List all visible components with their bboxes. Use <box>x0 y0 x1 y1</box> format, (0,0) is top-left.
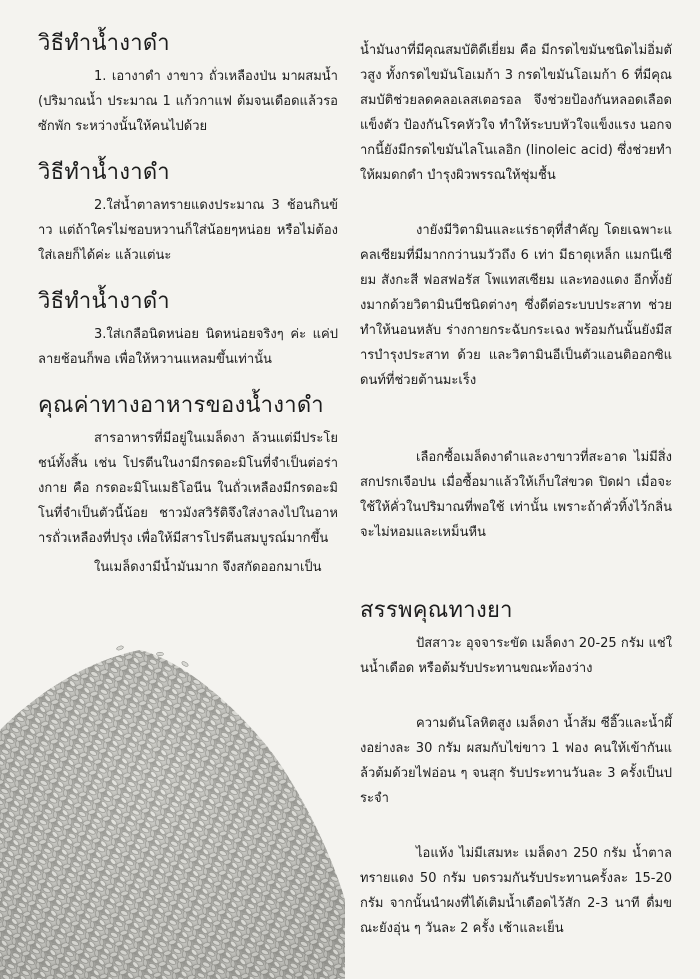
method-text-3: 3.ใส่เกลือนิดหน่อย นิดหน่อยจริงๆ ค่ะ แค่ปลายช้อนก็พอ เพื่อให้หวานแหลมขึ้นเท่านั้น <box>38 327 338 367</box>
selection-text: เลือกซื้อเมล็ดงาดำและงาขาวที่สะอาด ไม่มีสิ่งสกปรกเจือปน เมื่อซื้อมาแล้วให้เก็บใส่ขวด ปิดฝา เมื่อจะใช้ให้คั่วในปริมาณที่พอใช้ เท่านั้น เพราะถ้าคั่วทิ้งไว้กลิ่นจะไม่หอมและเหม็นหืน <box>360 450 672 540</box>
method-text-2: 2.ใส่น้ำตาลทรายแดงประมาณ 3 ช้อนกินข้าว แต่ถ้าใครไม่ชอบหวานก็ใส่น้อยๆหน่อย หรือไม่ต้องใส่เลยก็ได้ค่ะ แล้วแต่นะ <box>38 198 338 263</box>
oil-benefits-text: น้ำมันงาที่มีคุณสมบัติดีเยี่ยม คือ มีกรดไขมันชนิดไม่อิ่มตัวสูง ทั้งกรดไขมันโอเมก้า 3 กรดไขมันโอเมก้า 6 ที่มีคุณสมบัติช่วยลดคลอเลสเตอรอล จึงช่วยป้องกันหลอดเลือดแข็งตัว ป้องกันโรคหัวใจ ทำให้ระบบหัวใจแข็งแรง นอกจากนี้ยังมีกรดไขมันไลโนเลอิก (linoleic acid) ซึ่งช่วยทำให้ผมดกดำ บำรุงผิวพรรณให้ชุ่มชื้น <box>360 43 673 183</box>
medicine-heading: สรรพคุณทางยา <box>360 598 513 623</box>
medicine-text-2: ความดันโลหิตสูง เมล็ดงา น้ำส้ม ซีอิ๊วและน้ำผึ้งอย่างละ 30 กรัม ผสมกับไข่ขาว 1 ฟอง คนให้เข้ากันแล้วต้มด้วยไฟอ่อน ๆ จนสุก รับประทานวันละ 3 ครั้งเป็นประจำ <box>360 716 672 806</box>
vitamins-text: งายังมีวิตามินและแร่ธาตุที่สำคัญ โดยเฉพาะแคลเซียมที่มีมากกว่านมวัวถึง 6 เท่า มีธาตุเหล็ก แมกนีเซียม สังกะสี ฟอสฟอรัส โพแทสเซียม และทองแดง อีกทั้งยังมากด้วยวิตามินบีชนิดต่างๆ ซึ่งดีต่อระบบประสาท ช่วยทำให้นอนหลับ ร่างกายกระฉับกระเฉง พร้อมกันนั้นยังมีสารบำรุงประสาท ด้วย และวิตามินอีเป็นตัวแอนติออกซิแดนท์ที่ช่วยต้านมะเร็ง <box>360 223 672 388</box>
oil-text: ในเมล็ดงามีน้ำมันมาก จึงสกัดออกมาเป็น <box>94 560 322 575</box>
medicine-text-1: ปัสสาวะ อุจจาระขัด เมล็ดงา 20-25 กรัม แช่ในน้ำเดือด หรือต้มรับประทานขณะท้องว่าง <box>360 636 672 676</box>
left-column <box>38 30 338 580</box>
method-heading-2: วิธีทำน้ำงาดำ <box>38 160 170 185</box>
medicine-text-3: ไอแห้ง ไม่มีเสมหะ เมล็ดงา 250 กรัม น้ำตาลทรายแดง 50 กรัม บดรวมกันรับประทานครั้งละ 15-20 กรัม จากนั้นนำผงที่ได้เติมน้ำเดือดไว้สัก 2-3 นาที ดื่มขณะยังอุ่น ๆ วันละ 2 ครั้ง เช้าและเย็น <box>360 846 672 936</box>
method-text-1: 1. เอางาดำ งาขาว ถั่วเหลืองป่น มาผสมน้ำ (ปริมาณน้ำ ประมาณ 1 แก้วกาแฟ ต้มจนเดือดแล้วรอซักพัก ระหว่างนั้นให้คนไปด้วย <box>38 69 338 134</box>
nutrition-text: สารอาหารที่มีอยู่ในเมล็ดงา ล้วนแต่มีประโยชน์ทั้งสิ้น เช่น โปรตีนในงามีกรดอะมิโนที่จำเป็นต่อร่างกาย คือ กรดอะมิโนเมธิโอนีน ในถั่วเหลืองมีกรดอะมิโนที่จำเป็นตัวนี้น้อย ชาวมังสวิรัติจึงใส่งาลงไปในอาหารถั่วเหลืองที่ปรุง เพื่อให้มีสารโปรตีนสมบูรณ์มากขึ้น <box>38 431 338 546</box>
method-heading-3: วิธีทำน้ำงาดำ <box>38 289 170 314</box>
method-heading-1: วิธีทำน้ำงาดำ <box>38 31 170 56</box>
right-column <box>360 38 672 941</box>
sesame-seeds-image <box>0 640 345 979</box>
nutrition-heading: คุณค่าทางอาหารของน้ำงาดำ <box>38 393 324 418</box>
